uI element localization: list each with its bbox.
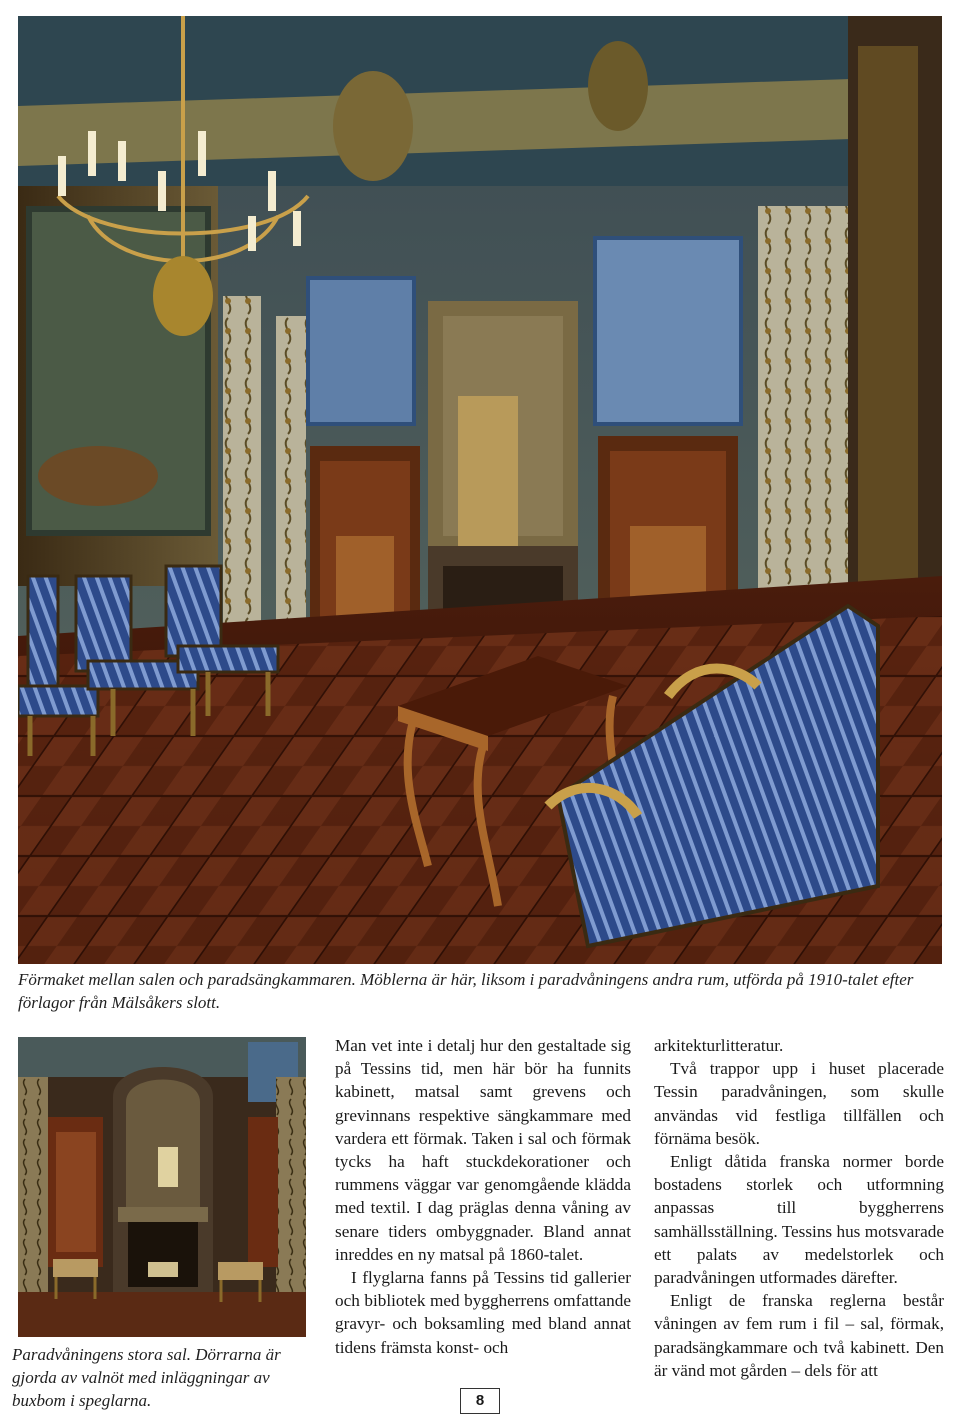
paragraph: I flyglarna fanns på Tessins tid gallerier och bibliotek med byggherrens omfattande gravyr- och boksamling med bland annat tidens främsta konst- och — [335, 1268, 631, 1357]
paragraph: Två trappor upp i huset placerade Tessin paradvåningen, som skulle användas vid festliga tillfällen och förnäma besök. — [654, 1059, 944, 1148]
main-photo-caption: Förmaket mellan salen och paradsängkammaren. Möblerna är här, liksom i paradvåningens andra rum, utförda på 1910-talet efter förlagor från Mälsåkers slott. — [18, 970, 914, 1012]
small-photo-caption: Paradvåningens stora sal. Dörrarna är gjorda av valnöt med inläggningar av buxbom i speglarna. — [12, 1345, 281, 1410]
paragraph: Man vet inte i detalj hur den gestaltade sig på Tessins tid, men här bör ha funnits kabinett, matsal samt grevens och grevinnans respektive sängkammare med vardera ett förmak. Taken i sal och förmak tycks ha haft stuckdekorationer och rummens väggar var genomgående klädda med textil. I dag präglas denna våning av senare tiders ombyggnader. Bland annat inreddes en ny matsal på 1860-talet. — [335, 1036, 631, 1264]
text-column-1 — [335, 1034, 631, 1359]
page-number: 8 — [460, 1388, 500, 1414]
text-column-2 — [654, 1034, 944, 1382]
small-photo — [18, 1037, 306, 1337]
paragraph: Enligt dåtida franska normer borde bostadens storlek och utformning anpassas till byggherrens samhällsställning. Tessins hus motsvarade ett palats av medelstorlek och paradvåningen utformades därefter. — [654, 1152, 944, 1288]
main-photo — [18, 16, 942, 964]
paragraph: Enligt de franska reglerna består våningen av fem rum i fil – sal, förmak, paradsängkammare och två kabinett. Den är vänd mot gården – dels för att — [654, 1291, 944, 1380]
paragraph: arkitekturlitteratur. — [654, 1036, 784, 1055]
